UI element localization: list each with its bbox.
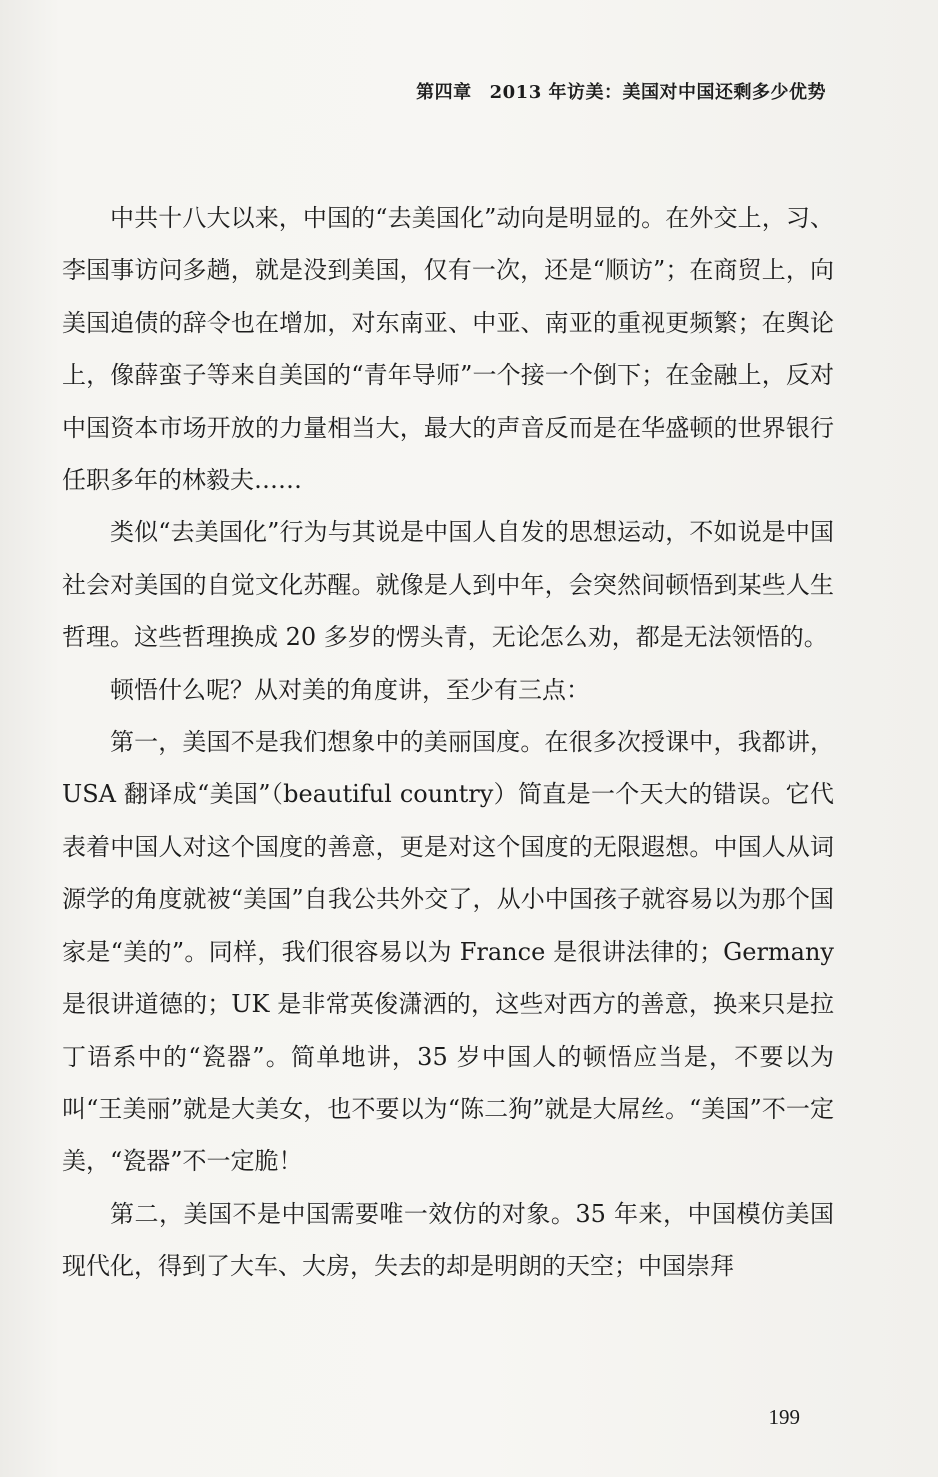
body-text — [62, 192, 834, 1293]
chapter-title: 2013 年访美：美国对中国还剩多少优势 — [489, 82, 826, 103]
running-header — [416, 78, 826, 104]
paragraph: 第二，美国不是中国需要唯一效仿的对象。35 年来，中国模仿美国现代化，得到了大车、大房，失去的却是明朗的天空；中国崇拜 — [62, 1199, 834, 1281]
page-number: 199 — [768, 1405, 800, 1429]
chapter-label: 第四章 — [416, 82, 472, 103]
paragraph: 中共十八大以来，中国的“去美国化”动向是明显的。在外交上，习、李国事访问多趟，就是没到美国，仅有一次，还是“顺访”；在商贸上，向美国追债的辞令也在增加，对东南亚、中亚、南亚的重视更频繁；在舆论上，像薛蛮子等来自美国的“青年导师”一个接一个倒下；在金融上，反对中国资本市场开放的力量相当大，最大的声音反而是在华盛顿的世界银行任职多年的林毅夫…… — [62, 204, 834, 495]
paragraph: 第一，美国不是我们想象中的美丽国度。在很多次授课中，我都讲，USA 翻译成“美国”（beautiful country）简直是一个天大的错误。它代表着中国人对这个国度的善意，更是对这个国度的无限遐想。中国人从词源学的角度就被“美国”自我公共外交了，从小中国孩子就容易以为那个国家是“美的”。同样，我们很容易以为 France 是很讲法律的；Germany 是很讲道德的；UK 是非常英俊潇洒的，这些对西方的善意，换来只是拉丁语系中的“瓷器”。简单地讲，35 岁中国人的顿悟应当是，不要以为叫“王美丽”就是大美女，也不要以为“陈二狗”就是大屌丝。“美国”不一定美，“瓷器”不一定脆！ — [62, 728, 834, 1176]
paragraph: 类似“去美国化”行为与其说是中国人自发的思想运动，不如说是中国社会对美国的自觉文化苏醒。就像是人到中年，会突然间顿悟到某些人生哲理。这些哲理换成 20 多岁的愣头青，无论怎么劝，都是无法领悟的。 — [62, 518, 834, 652]
paragraph: 顿悟什么呢？从对美的角度讲，至少有三点： — [110, 675, 590, 704]
